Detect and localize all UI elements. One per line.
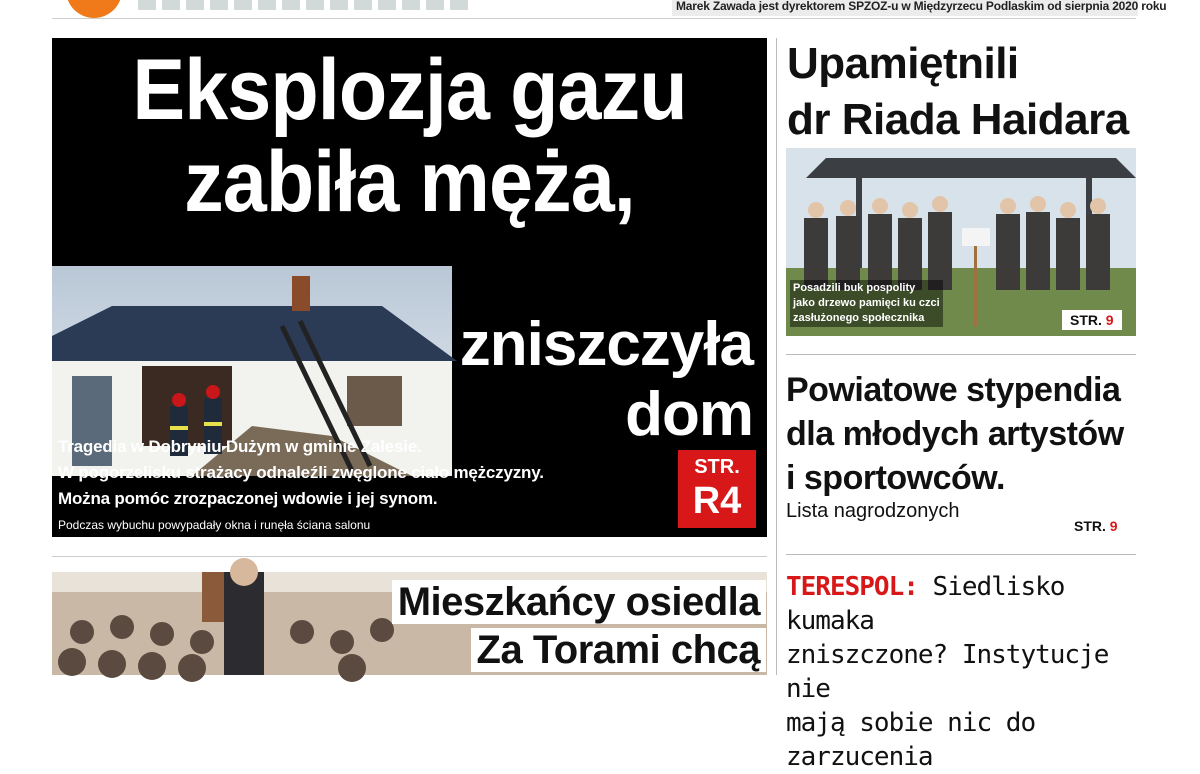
story-title-line: dla młodych artystów: [786, 415, 1124, 453]
bottom-story-title[interactable]: [370, 578, 766, 674]
caption-line: Posadzili buk pospolity: [793, 282, 916, 294]
story-title-line: Za Torami chcą: [471, 628, 766, 672]
caption-line: zasłużonego społecznika: [793, 312, 925, 324]
lead-headline-line: dom: [625, 380, 753, 449]
story-title-line: Powiatowe stypendia: [786, 371, 1121, 409]
story-teaser[interactable]: [786, 570, 1146, 774]
lead-summary-line: Można pomóc zrozpaczonej wdowie i jej synom.: [58, 489, 438, 508]
page-reference-number: 9: [1109, 518, 1118, 534]
teaser-line: mają sobie nic do zarzucenia: [786, 708, 1036, 772]
lead-headline-line: zabiła męża,: [184, 134, 635, 230]
masthead-strip: [138, 0, 468, 10]
photo-caption: Podczas wybuchu powypadały okna i runęła ściana salonu: [58, 518, 371, 532]
story-title-line: i sportowców.: [786, 459, 1005, 497]
teaser-line: zniszczone? Instytucje nie: [786, 640, 1109, 704]
caption-line: jako drzewo pamięci ku czci: [793, 297, 940, 309]
lead-headline-continued: [460, 310, 753, 450]
story-title-line: Mieszkańcy osiedla: [392, 580, 766, 624]
page-reference[interactable]: [1074, 518, 1118, 534]
masthead-logo[interactable]: [66, 0, 122, 18]
lead-headline-line: zniszczyła: [459, 310, 753, 379]
location-label: TERESPOL:: [786, 572, 918, 602]
lead-summary: [58, 434, 544, 512]
page-reference-number: 9: [1105, 312, 1114, 328]
page-reference-number: R4: [692, 480, 742, 522]
lead-summary-line: W pogorzelisku strażacy odnaleźli zwęglone ciało mężczyzny.: [58, 463, 544, 482]
story-title[interactable]: [787, 36, 1137, 148]
story-subtitle: Lista nagrodzonych: [786, 500, 960, 522]
column-divider: [776, 38, 777, 675]
lead-summary-line: Tragedia w Dobryniu Dużym w gminie Zalesie.: [58, 437, 422, 456]
divider: [786, 554, 1136, 555]
lead-story[interactable]: [52, 38, 767, 537]
page-reference-label: STR.: [1074, 518, 1106, 534]
page-reference-label: STR.: [1070, 312, 1102, 328]
page-reference-label: STR.: [694, 456, 740, 478]
page-reference-badge[interactable]: [678, 450, 756, 528]
story-photo-caption: [790, 280, 943, 327]
teaser-line: Siedlisko kumaka: [786, 572, 1065, 636]
divider: [786, 354, 1136, 355]
divider: [52, 18, 1136, 19]
story-title-line: dr Riada Haidara: [787, 95, 1129, 144]
story-title[interactable]: [786, 368, 1136, 500]
top-teaser[interactable]: Marek Zawada jest dyrektorem SPZOZ-u w Międzyrzecu Podlaskim od sierpnia 2020 roku: [672, 0, 1138, 16]
story-title-line: Upamiętnili: [787, 39, 1019, 88]
divider: [52, 556, 767, 557]
page-reference[interactable]: [1062, 310, 1122, 330]
lead-headline-line: Eksplozja gazu: [132, 42, 687, 138]
lead-headline: [81, 44, 739, 228]
